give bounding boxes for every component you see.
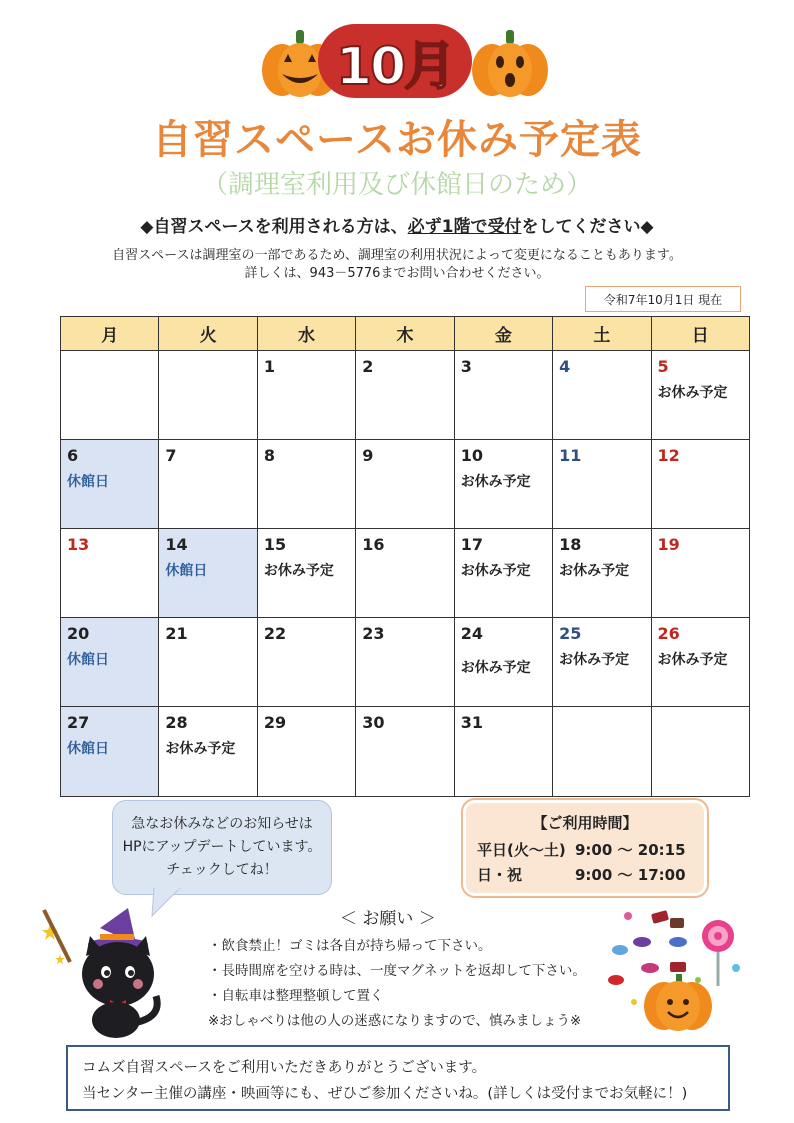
day-number: 24 [460, 624, 483, 643]
candy-pumpkin-icon [600, 906, 750, 1036]
calendar-day-cell [553, 440, 651, 529]
calendar-day-cell [257, 707, 355, 797]
calendar-day-cell [356, 529, 454, 618]
day-number: 31 [460, 713, 483, 732]
day-number: 15 [263, 535, 287, 554]
note-line-2: 詳しくは、943－5776までお問い合わせください。 [244, 266, 550, 281]
hours-title: 【ご利用時間】 [532, 814, 638, 832]
calendar-day-cell [61, 707, 159, 797]
calendar-day-cell [553, 618, 651, 707]
calendar-day-cell [159, 351, 257, 440]
rules-list [208, 934, 586, 1034]
notice-emphasis: 必ず1階で受付 [407, 217, 522, 237]
calendar-week-row [61, 707, 750, 797]
day-number: 1 [263, 357, 275, 376]
calendar-table [60, 316, 750, 797]
day-number: 29 [263, 713, 287, 732]
as-of-date: 令和7年10月1日 現在 [585, 286, 741, 312]
calendar-day-cell [553, 351, 651, 440]
hours-weekday-time: 9:00 ～ 20:15 [575, 841, 686, 859]
day-number: 8 [263, 446, 275, 465]
weekday-tue: 火 [159, 317, 257, 351]
hours-weekday-label: 平日(火～土) [477, 841, 566, 859]
page-subtitle: （調理室利用及び休館日のため） [201, 170, 592, 200]
closure-label: お休み予定 [657, 652, 728, 668]
rule-item: ・長時間席を空ける時は、一度マグネットを返却して下さい。 [208, 963, 586, 979]
weekday-thu: 木 [356, 317, 454, 351]
notice-post: をしてください◆ [521, 217, 654, 237]
month-badge [318, 24, 472, 98]
closure-label: お休み予定 [460, 660, 531, 676]
day-number: 21 [165, 624, 188, 643]
day-number: 2 [362, 357, 374, 376]
hours-holiday-time: 9:00 ～ 17:00 [575, 866, 686, 884]
closure-label: お休み予定 [263, 563, 334, 579]
calendar-week-row [61, 351, 750, 440]
calendar-day-cell [159, 529, 257, 618]
weekday-wed: 水 [257, 317, 355, 351]
closure-label: お休み予定 [460, 563, 531, 579]
calendar-day-cell [159, 618, 257, 707]
closed-day-label: 休館日 [67, 474, 109, 490]
day-number: 13 [67, 535, 90, 554]
day-number: 4 [559, 357, 571, 376]
footer-line-1: コムズ自習スペースをご利用いただきありがとうございます。 [82, 1060, 487, 1076]
day-number: 28 [165, 713, 188, 732]
day-number: 6 [67, 446, 79, 465]
rule-item: ※おしゃべりは他の人の迷惑になりますので、慎みましょう※ [208, 1013, 582, 1029]
calendar-day-cell [356, 618, 454, 707]
rules-title: ＜ お願い ＞ [340, 909, 436, 929]
witch-cat-icon [30, 904, 170, 1039]
page-title: 自習スペースお休み予定表 [152, 117, 642, 163]
day-number: 20 [67, 624, 90, 643]
calendar-day-cell [61, 440, 159, 529]
day-number: 26 [657, 624, 680, 643]
day-number: 9 [362, 446, 374, 465]
bubble-line-3: チェックしてね！ [166, 862, 278, 878]
calendar-day-cell [651, 618, 749, 707]
day-number: 3 [460, 357, 472, 376]
hours-row-weekday [477, 839, 693, 860]
calendar-day-cell [356, 440, 454, 529]
calendar-week-row [61, 529, 750, 618]
reception-notice [0, 212, 794, 237]
bubble-line-1: 急なお休みなどのお知らせは [131, 816, 313, 832]
jack-o-lantern-icon [470, 28, 550, 98]
day-number: 17 [460, 535, 483, 554]
notice-speech-bubble [112, 800, 332, 895]
weekday-header-row [61, 317, 750, 351]
closed-day-label: 休館日 [67, 652, 109, 668]
weekday-sun: 日 [651, 317, 749, 351]
weekday-sat: 土 [553, 317, 651, 351]
weekday-fri: 金 [454, 317, 552, 351]
calendar-week-row [61, 618, 750, 707]
note-line-1: 自習スペースは調理室の一部であるため、調理室の利用状況によって変更になることもあります。 [112, 248, 682, 263]
calendar-day-cell [454, 440, 552, 529]
closed-day-label: 休館日 [165, 563, 208, 579]
calendar-day-cell [454, 351, 552, 440]
closure-label: お休み予定 [559, 563, 630, 579]
day-number: 19 [657, 535, 680, 554]
weekday-mon: 月 [61, 317, 159, 351]
calendar-day-cell [454, 618, 552, 707]
calendar-day-cell [257, 529, 355, 618]
day-number: 22 [263, 624, 287, 643]
day-number: 7 [165, 446, 177, 465]
closure-label: お休み予定 [460, 474, 531, 490]
closure-label: お休み予定 [657, 385, 728, 401]
closure-label: お休み予定 [559, 652, 630, 668]
calendar-day-cell [257, 351, 355, 440]
day-number: 30 [362, 713, 385, 732]
day-number: 14 [165, 535, 188, 554]
calendar-day-cell [61, 529, 159, 618]
calendar-day-cell [257, 440, 355, 529]
calendar-day-cell [454, 707, 552, 797]
rule-item: ・自転車は整理整頓して置く [208, 988, 384, 1004]
calendar-day-cell [61, 351, 159, 440]
hours-holiday-label: 日・祝 [477, 866, 523, 884]
calendar-week-row [61, 440, 750, 529]
day-number: 11 [559, 446, 582, 465]
calendar-day-cell [356, 351, 454, 440]
calendar-day-cell [651, 440, 749, 529]
calendar-day-cell [553, 707, 651, 797]
day-number: 18 [559, 535, 582, 554]
calendar-day-cell [651, 707, 749, 797]
opening-hours-box [461, 798, 709, 898]
hours-row-holiday [477, 864, 693, 885]
calendar-day-cell [257, 618, 355, 707]
calendar-day-cell [651, 529, 749, 618]
calendar-day-cell [651, 351, 749, 440]
calendar-day-cell [454, 529, 552, 618]
day-number: 27 [67, 713, 90, 732]
calendar-day-cell [159, 440, 257, 529]
day-number: 12 [657, 446, 680, 465]
day-number: 10 [460, 446, 483, 465]
day-number: 5 [657, 357, 669, 376]
notice-pre: ◆自習スペースを利用される方は、 [140, 217, 408, 237]
footer-line-2: 当センター主催の講座・映画等にも、ぜひご参加くださいね。(詳しくは受付までお気軽に！) [82, 1086, 688, 1102]
calendar-day-cell [356, 707, 454, 797]
calendar-day-cell [61, 618, 159, 707]
closed-day-label: 休館日 [67, 741, 109, 757]
day-number: 25 [559, 624, 582, 643]
rule-item: ・飲食禁止！ゴミは各自が持ち帰って下さい。 [208, 938, 492, 954]
day-number: 16 [362, 535, 385, 554]
calendar-day-cell [553, 529, 651, 618]
closure-label: お休み予定 [165, 741, 236, 757]
month-label: 10月 [335, 36, 455, 97]
footer-message-box [66, 1045, 730, 1111]
bubble-line-2: HPにアップデートしています。 [122, 839, 322, 855]
calendar-day-cell [159, 707, 257, 797]
day-number: 23 [362, 624, 385, 643]
